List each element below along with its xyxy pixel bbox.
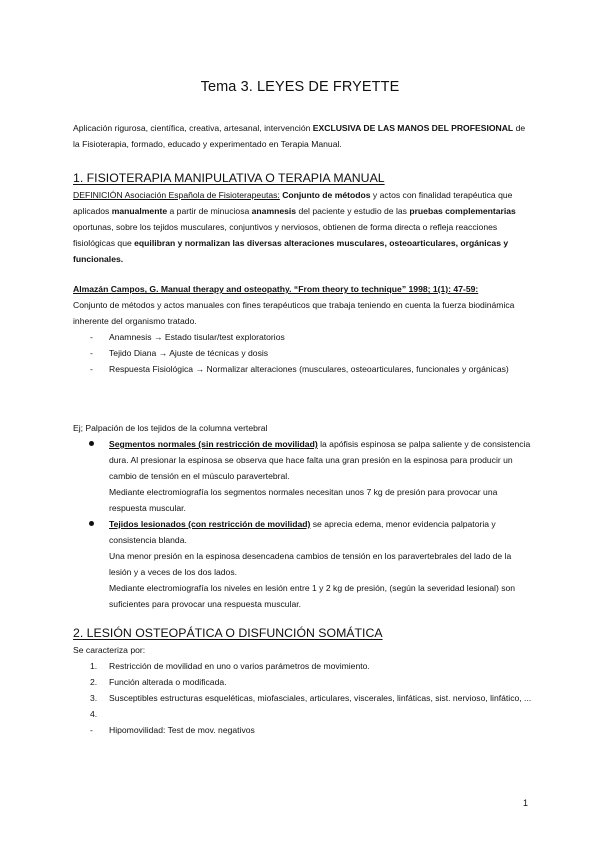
number-4: 4. (90, 709, 98, 719)
bullet2-text: se aprecia edema, menor evidencia palpatoria y consistencia blanda. (109, 519, 496, 545)
definition-label: DEFINICIÓN Asociación Española de Fisioterapeutas: (73, 190, 280, 200)
definition-paragraph (73, 187, 533, 267)
number-3: 3. (90, 693, 98, 703)
numbered-text-3: Susceptibles estructuras esqueléticas, miofasciales, articulares, viscerales, linfáticas, sist. nervioso, linfático, ... (109, 693, 532, 703)
section2-heading: 2. LESIÓN OSTEOPÁTICA O DISFUNCIÓN SOMÁTICA (73, 626, 383, 640)
bullet2-text2: Una menor presión en la espinosa desencadena cambios de tensión en los paravertebrales del lado de la lesión y a veces de los dos lados. (109, 551, 512, 577)
def-text-3: del paciente y estudio de las (296, 206, 410, 216)
numbered-item (73, 658, 533, 674)
intro-bold: EXCLUSIVA DE LAS MANOS DEL PROFESIONAL (312, 123, 514, 133)
dash-item-1: Anamnesis → Estado tisular/test exploratorios (109, 332, 285, 342)
def-text-4: oportunas, sobre los tejidos musculares, conjuntivos y nerviosos, obtienen de forma directa o refleja reacciones fisiológicas que (73, 222, 498, 248)
page-number: 1 (522, 798, 528, 808)
def-bold-1: Conjunto de métodos (279, 190, 371, 200)
bullet-icon (89, 441, 94, 446)
def-text-2: a partir de minuciosa (167, 206, 252, 216)
intro-paragraph (73, 120, 533, 152)
def-bold-5: equilibran y normalizan las diversas alteraciones musculares, osteoarticulares, orgánicas y funcionales. (73, 238, 509, 264)
dash-item-3: Respuesta Fisiológica → Normalizar alteraciones (musculares, osteoarticulares, funcionales y orgánicas) (109, 364, 509, 374)
example-block (73, 420, 533, 612)
bullet1-label: Segmentos normales (sin restricción de movilidad) (109, 439, 318, 449)
numbered-item (73, 706, 533, 722)
number-1: 1. (90, 661, 98, 671)
list-item: - Anamnesis → Estado tisular/test exploratorios (90, 332, 285, 342)
dash-item-2: Tejido Diana → Ajuste de técnicas y dosis (109, 348, 269, 358)
numbered-item (73, 674, 533, 690)
section2-intro: Se caracteriza por: (73, 645, 146, 655)
reference-text: Conjunto de métodos y actos manuales con fines terapéuticos que trabaja teniendo en cuenta la fuerza biodinámica inherente del organismo tratado. (73, 300, 515, 326)
numbered-item (73, 690, 533, 706)
numbered-text-1: Restricción de movilidad en uno o varios parámetros de movimiento. (109, 661, 370, 671)
bullet2-label: Tejidos lesionados (con restricción de movilidad) (109, 519, 311, 529)
def-text-1: y actos con finalidad terapéutica que aplicados (73, 190, 513, 216)
intro-text-end: de la Fisioterapia, formado, educado y experimentado en Terapia Manual. (73, 123, 526, 149)
list-item: - Hipomovilidad: Test de mov. negativos (90, 725, 255, 735)
page-title: Tema 3. LEYES DE FRYETTE (200, 79, 400, 95)
dash-item-hipomovilidad: Hipomovilidad: Test de mov. negativos (109, 725, 255, 735)
section2-body (73, 642, 533, 738)
bullet-item-lesion (73, 516, 533, 612)
bullet1-text2: Mediante electromiografía los segmentos normales necesitan unos 7 kg de presión para provocar una respuesta muscular. (109, 487, 498, 513)
list-item: - Tejido Diana → Ajuste de técnicas y dosis (90, 348, 269, 358)
bullet1-text: la apófisis espinosa se palpa saliente y de consistencia dura. Al presionar la espinosa se observa que hace falta una gran presión en la espinosa para producir un cambio de tensión en el músculo paravertebral. (109, 439, 531, 481)
section1-heading: 1. FISIOTERAPIA MANIPULATIVA O TERAPIA MANUAL (73, 171, 385, 185)
number-2: 2. (90, 677, 98, 687)
bullet-item-normal (73, 436, 533, 516)
intro-text: Aplicación rigurosa, científica, creativa, artesanal, intervención (73, 123, 313, 133)
reference-block (73, 281, 533, 377)
bullet2-text3: Mediante electromiografía los niveles en lesión entre 1 y 2 kg de presión, (según la severidad lesional) son suficientes para provocar una respuesta muscular. (109, 583, 516, 609)
def-bold-4: pruebas complementarias (409, 206, 516, 216)
def-bold-3: anamnesis (251, 206, 297, 216)
def-bold-2: manualmente (111, 206, 168, 216)
example-intro: Ej; Palpación de los tejidos de la columna vertebral (73, 423, 268, 433)
numbered-text-2: Función alterada o modificada. (109, 677, 227, 687)
reference-citation: Almazán Campos, G. Manual therapy and osteopathy. “From theory to technique” 1998; 1(1): 47-59: (73, 284, 479, 294)
bullet-icon (89, 521, 94, 526)
list-item: - Respuesta Fisiológica → Normalizar alteraciones (musculares, osteoarticulares, funcionales y orgánicas) (90, 364, 509, 374)
